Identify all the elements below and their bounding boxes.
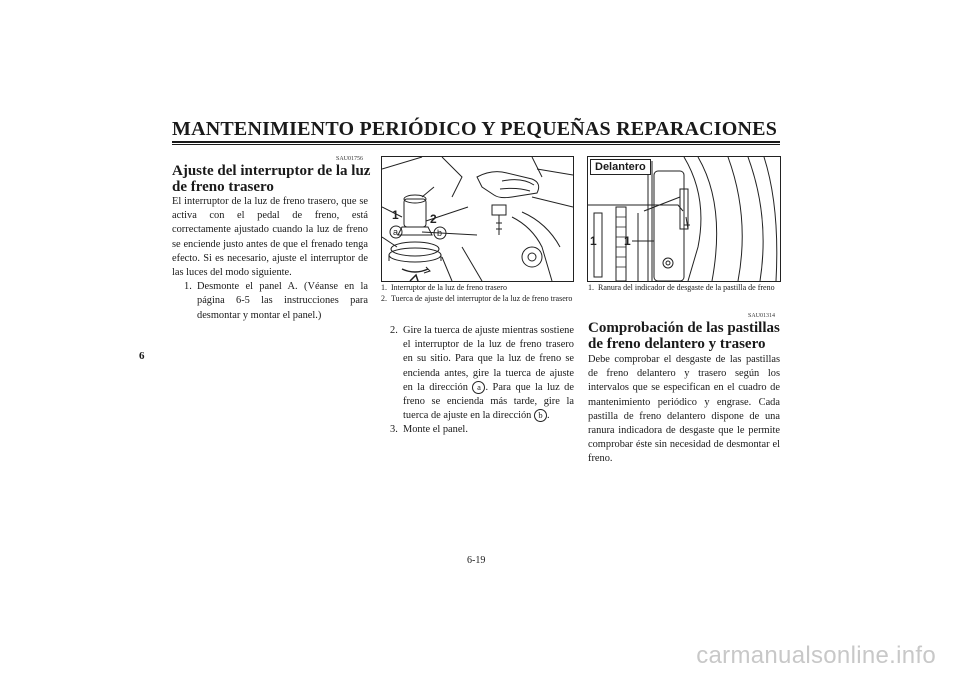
brake-pads-paragraph: Debe comprobar el desgaste de las pastillas de freno delantero y trasero según los intervalos que se especifican en el cuadro de mantenimiento periódico y engrase. Cada pastilla de freno delantero dispone de una ranura indicadora de desgaste que le permite comprobar éste sin necesidad de desmontar el freno. [588,354,780,465]
step-2: 2. Gire la tuerca de ajuste mientras sostiene el interruptor de la luz de freno trasero en su sitio. Para que la luz de freno se encienda antes, gire la tuerca de ajuste en la dirección a . Para que la luz de freno se encienda más tarde, gire la tuerca de ajuste en la dirección b . [390,325,574,422]
caption-item: 1. Interruptor de la luz de freno trasero [381,283,507,292]
brake-pad-illustration [588,157,780,281]
caption-item: 2. Tuerca de ajuste del interruptor de la luz de freno trasero [381,293,573,303]
callout-1-right: 1 [624,234,631,248]
column2-body [378,324,574,438]
header-rule-thin [172,144,780,145]
header-rule [172,141,780,143]
figure2-caption [588,283,780,294]
step-1 [172,280,368,323]
section-code: SAU01314 [748,313,776,319]
figure1-caption [381,283,575,304]
figure-brake-light-switch [381,156,574,282]
step-3: 3. Monte el panel. [390,424,468,436]
front-label-box: Delantero [590,159,651,175]
step-text: Desmonte el panel A. (Véanse en la página 6-5 las instrucciones para desmontar y montar el panel.) [197,281,368,321]
section-title-brake-switch: Ajuste del interruptor de la luz de freno trasero [172,163,371,195]
callout-2: 2 [430,212,437,226]
brake-switch-illustration [382,157,573,281]
direction-a-icon: a [472,381,485,394]
section-title-brake-pads: Comprobación de las pastillas de freno delantero y trasero [588,320,780,352]
callout-a: a [393,227,399,237]
callout-1: 1 [392,208,399,222]
figure-brake-pad-indicator [587,156,781,282]
direction-b-icon: b [534,409,547,422]
section-code: SAU01756 [336,156,364,162]
step-number: 1. [184,281,192,293]
page-number: 6-19 [467,555,486,566]
page-header-title: MANTENIMIENTO PERIÓDICO Y PEQUEÑAS REPARACIONES [172,118,778,140]
column3-body [588,353,780,467]
callout-b: b [437,228,443,238]
column1-body [172,195,368,323]
callout-1-left: 1 [590,234,597,248]
watermark: carmanualsonline.info [696,642,936,669]
chapter-tab: 6 [139,350,145,362]
intro-paragraph: El interruptor de la luz de freno trasero, que se activa con el pedal de freno, está correctamente ajustado cuando la luz de freno se enciende justo antes de que el frenado tenga efecto. Si es necesario, ajuste el interruptor de las luces del modo siguiente. [172,196,368,279]
caption-item: 1. Ranura del indicador de desgaste de la pastilla de freno [588,283,775,292]
